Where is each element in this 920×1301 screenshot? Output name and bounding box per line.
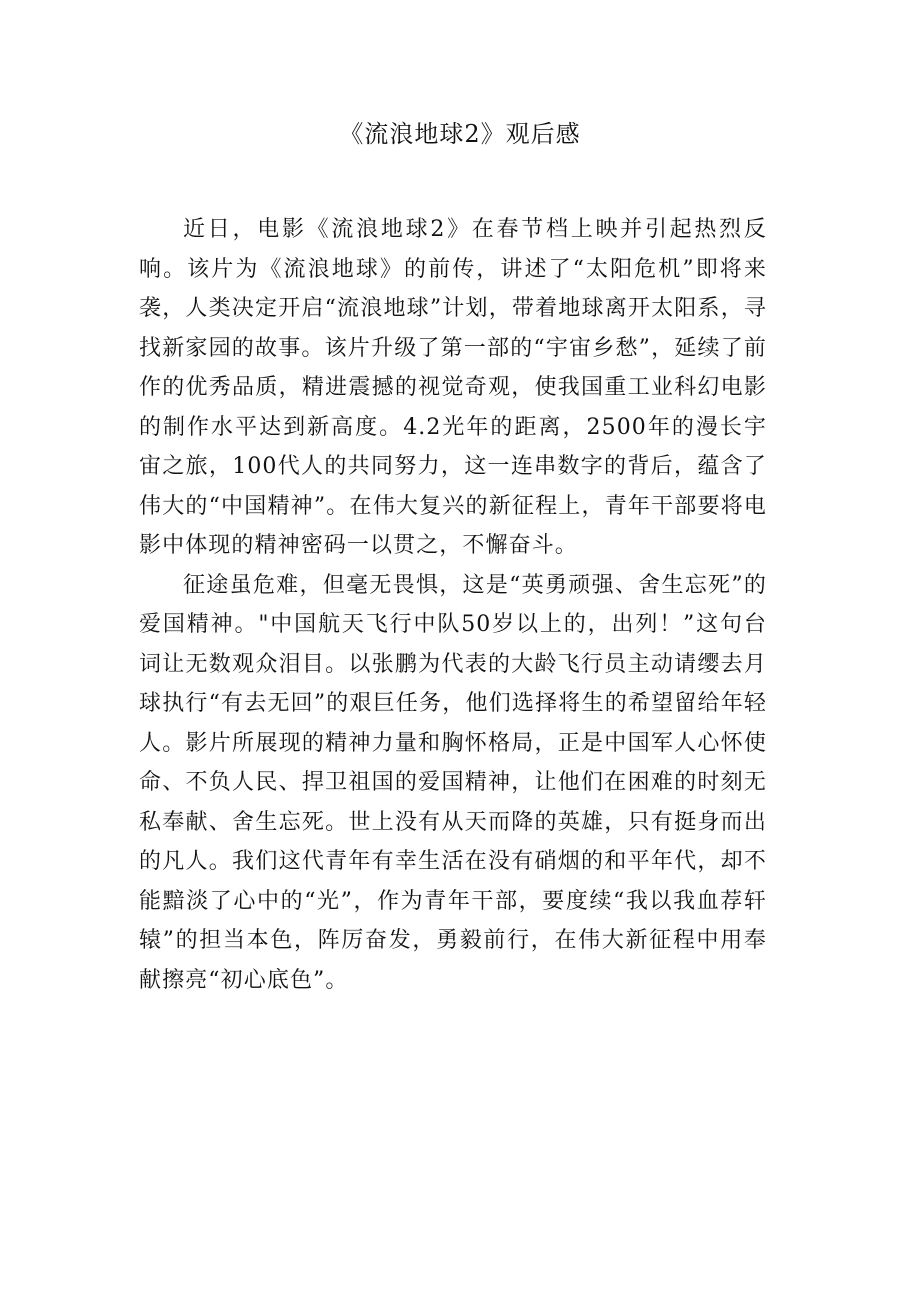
paragraph-1: 近日，电影《流浪地球2》在春节档上映并引起热烈反响。该片为《流浪地球》的前传，讲述了“太阳危机”即将来袭，人类决定开启“流浪地球”计划，带着地球离开太阳系，寻找新家园的故事。该片升级了第一部的“宇宙乡愁”，延续了前作的优秀品质，精进震撼的视觉奇观，使我国重工业科幻电影的制作水平达到新高度。4.2光年的距离，2500年的漫长宇宙之旅，100代人的共同努力，这一连串数字的背后，蕴含了伟大的“中国精神”。在伟大复兴的新征程上，青年干部要将电影中体现的精神密码一以贯之，不懈奋斗。 — [139, 217, 767, 558]
document-body — [139, 210, 767, 1000]
paragraph-2: 征途虽危难，但毫无畏惧，这是“英勇顽强、舍生忘死”的爱国精神。"中国航天飞行中队50岁以上的，出列！”这句台词让无数观众泪目。以张鹏为代表的大龄飞行员主动请缨去月球执行“有去无回”的艰巨任务，他们选择将生的希望留给年轻人。影片所展现的精神力量和胸怀格局，正是中国军人心怀使命、不负人民、捍卫祖国的爱国精神，让他们在困难的时刻无私奉献、舍生忘死。世上没有从天而降的英雄，只有挺身而出的凡人。我们这代青年有幸生活在没有硝烟的和平年代，却不能黯淡了心中的“光”，作为青年干部，要度续“我以我血荐轩辕”的担当本色，阵厉奋发，勇毅前行，在伟大新征程中用奉献擦亮“初心底色”。 — [139, 572, 767, 993]
document-title: 《流浪地球2》观后感 — [339, 120, 581, 148]
